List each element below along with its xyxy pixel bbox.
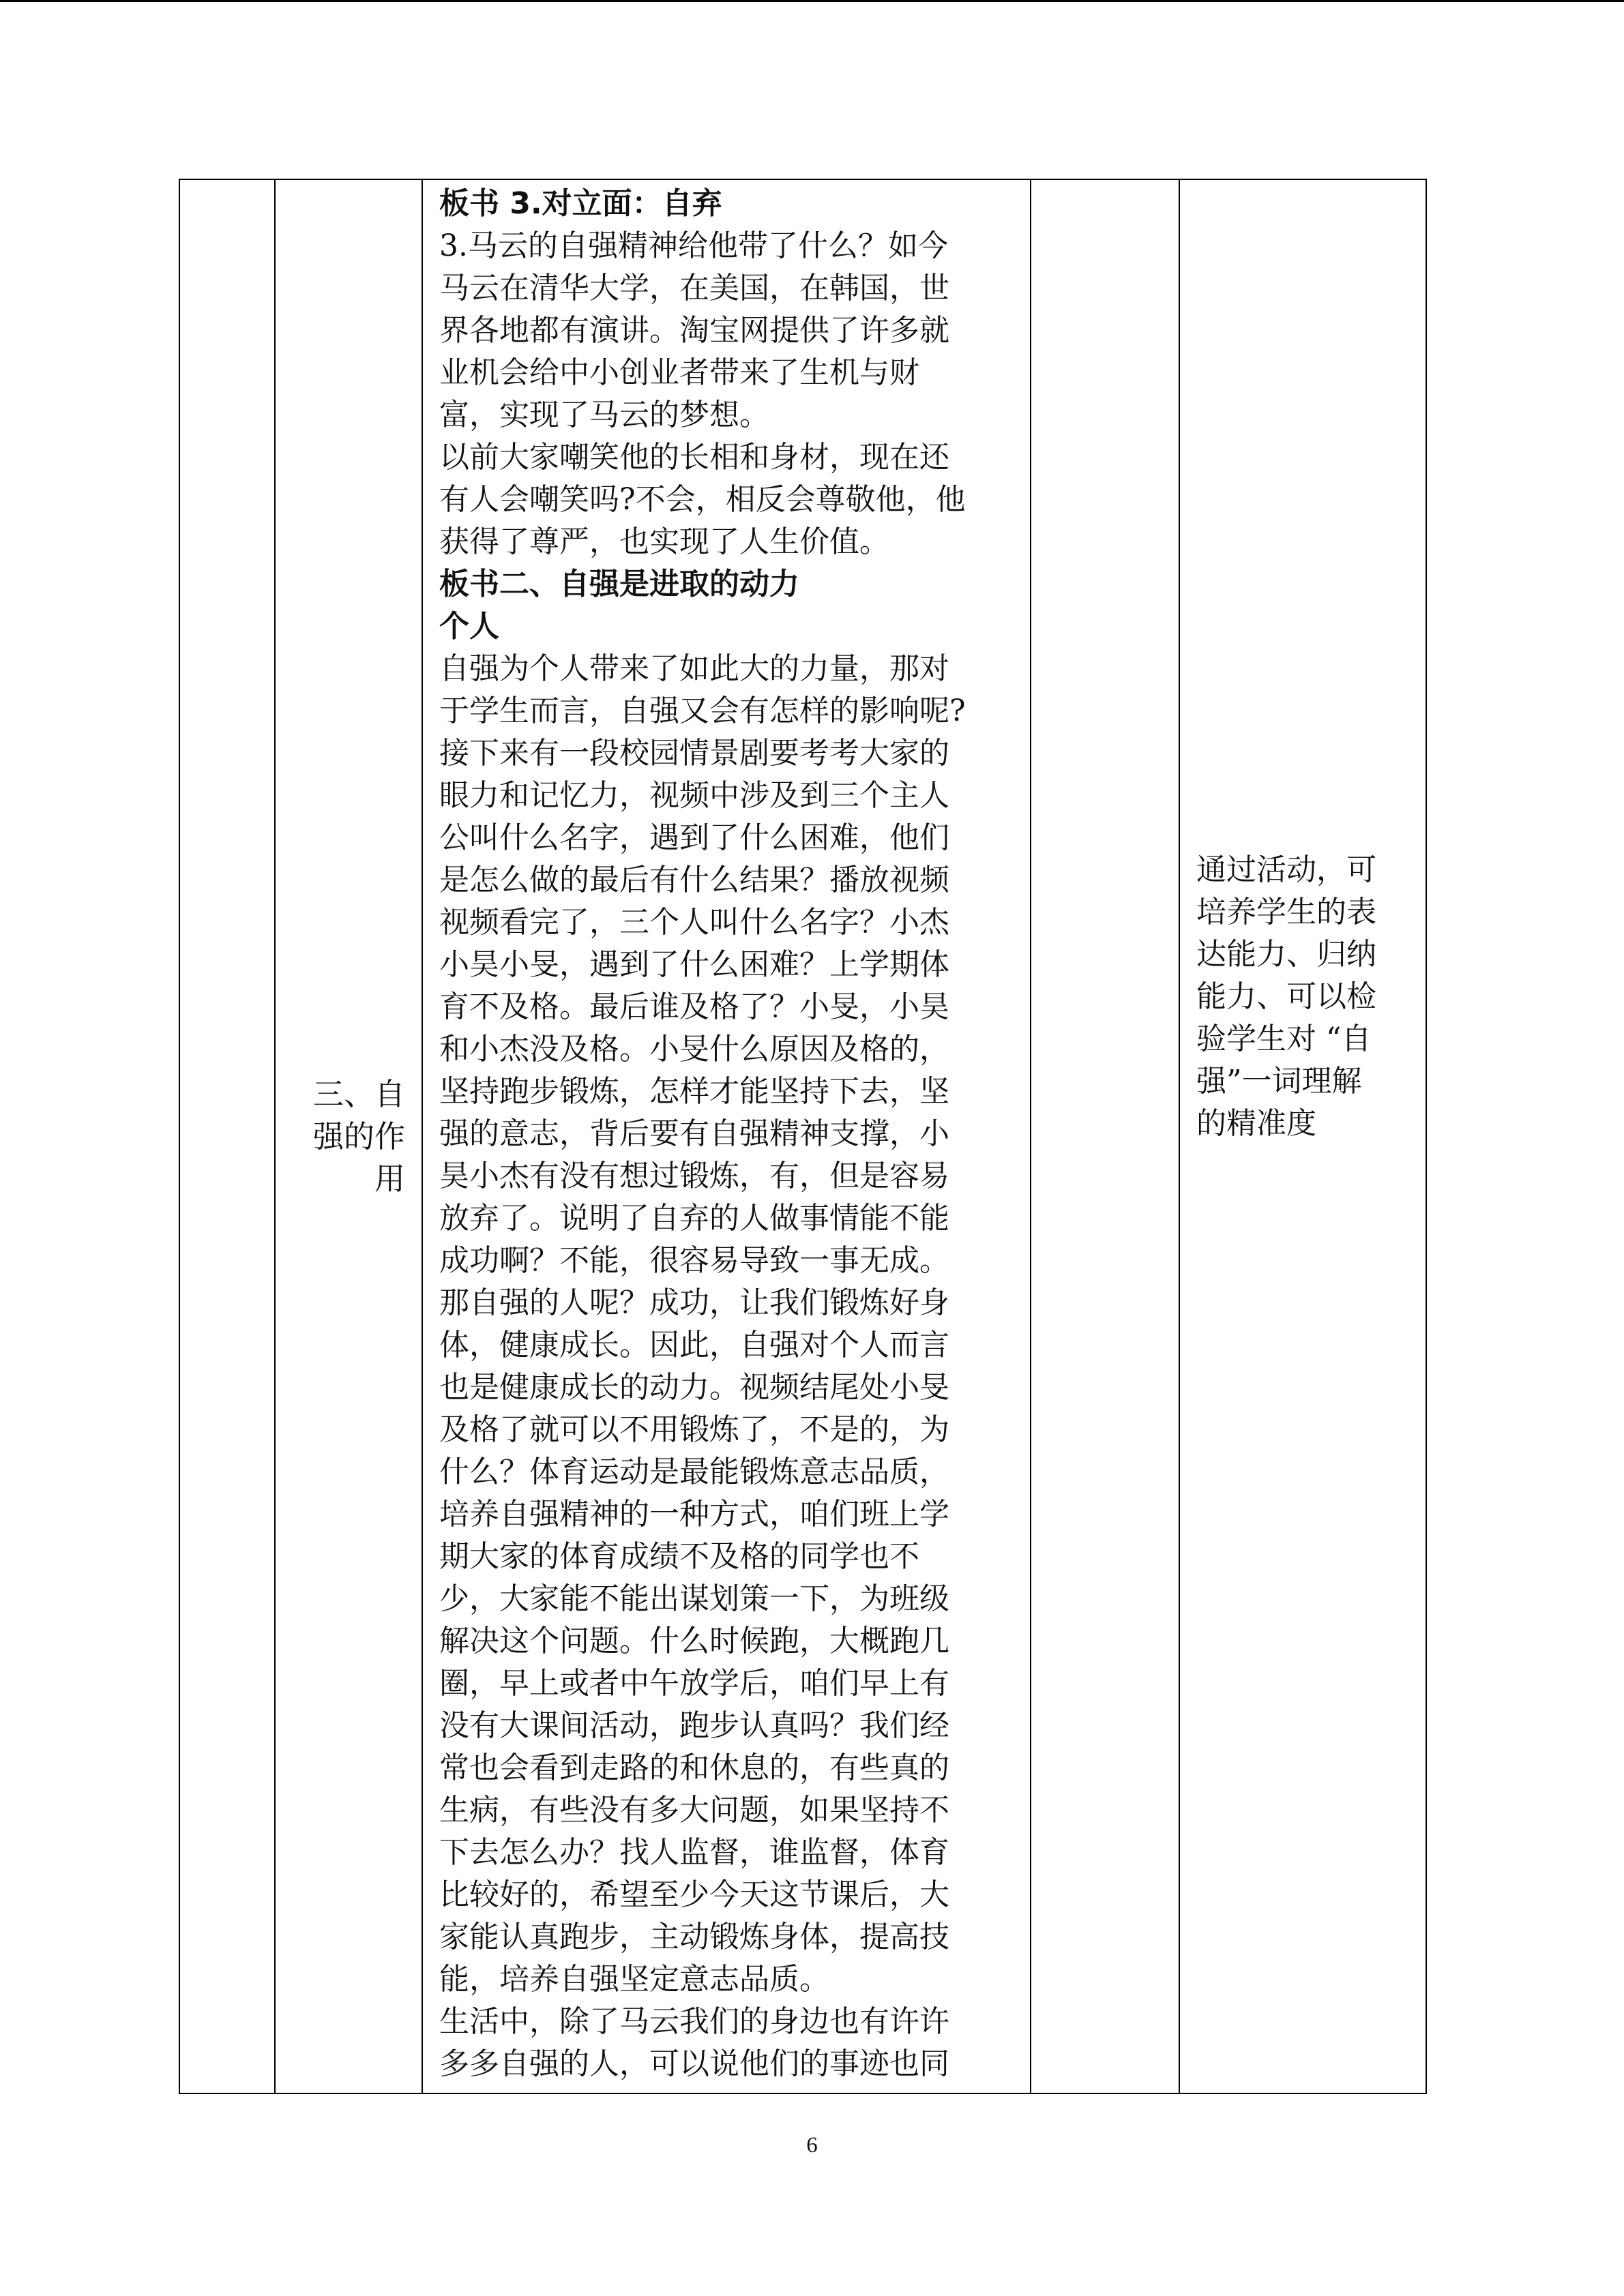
topic-cell <box>275 179 422 2093</box>
design-intent-text: 通过活动，可 培养学生的表 达能力、归纳 能力、可以检 验学生对 “自 强”一词理解 的精准度 <box>1196 852 1376 1141</box>
table-row <box>179 179 1426 2093</box>
content-paragraph: 以前大家嘲笑他的长相和身材，现在还 有人会嘲笑吗?不会，相反会尊敬他，他 获得了尊严，也实现了人生价值。 <box>439 440 966 559</box>
student-activity-cell <box>1031 179 1179 2093</box>
teaching-content <box>423 180 1030 2085</box>
content-paragraph: 板书二、自强是进取的动力 个人 <box>439 567 799 644</box>
content-paragraph: 板书 3.对立面：自弃 <box>439 186 722 221</box>
lesson-plan-table <box>179 179 1427 2094</box>
page-top-border <box>0 0 1624 2</box>
stage-cell <box>179 179 275 2093</box>
topic-heading: 三、自 强的作 用 <box>312 1075 405 1197</box>
content-paragraph: 自强为个人带来了如此大的力量，那对 于学生而言，自强又会有怎样的影响呢? 接下来有一段校园情景剧要考考大家的 眼力和记忆力，视频中涉及到三个主人 公叫什么名字，遇到了什么困难，他们 是怎么做的最后有什么结果？播放视频 视频看完了，三个人叫什么名字？小杰 小昊小旻，遇到了什么困难？上学期体 育不及格。最后谁及格了？小旻，小昊 和小杰没及格。小旻什么原因及格的， 坚持跑步锻炼，怎样才能坚持下去，坚 强的意志，背后要有自强精神支撑，小 昊小杰有没有想过锻炼，有，但是容易 放弃了。说明了自弃的人做事情能不能 成功啊？不能，很容易导致一事无成。 那自强的人呢？成功，让我们锻炼好身 体，健康成长。因此，自强对个人而言 也是健康成长的动力。视频结尾处小旻 及格了就可以不用锻炼了，不是的，为 什么？体育运动是最能锻炼意志品质， 培养自强精神的一种方式，咱们班上学 期大家的体育成绩不及格的同学也不 少，大家能不能出谋划策一下，为班级 解决这个问题。什么时候跑，大概跑几 圈，早上或者中午放学后，咱们早上有 没有大课间活动，跑步认真吗？我们经 常也会看到走路的和休息的，有些真的 生病，有些没有多大问题，如果坚持不 下去怎么办？找人监督，谁监督，体育 比较好的，希望至少今天这节课后，大 家能认真跑步，主动锻炼身体，提高技 能，培养自强坚定意志品质。 <box>439 651 966 1997</box>
content-paragraph: 生活中，除了马云我们的身边也有许许 多多自强的人，可以说他们的事迹也同 <box>439 2004 949 2081</box>
page-number: 6 <box>806 2133 818 2158</box>
content-paragraph: 3.马云的自强精神给他带了什么？如今 马云在清华大学，在美国，在韩国，世 界各地都有演讲。淘宝网提供了许多就 业机会给中小创业者带来了生机与财 富，实现了马云的梦想。 <box>439 228 949 432</box>
design-intent-cell <box>1179 179 1426 2093</box>
content-cell <box>422 179 1031 2093</box>
